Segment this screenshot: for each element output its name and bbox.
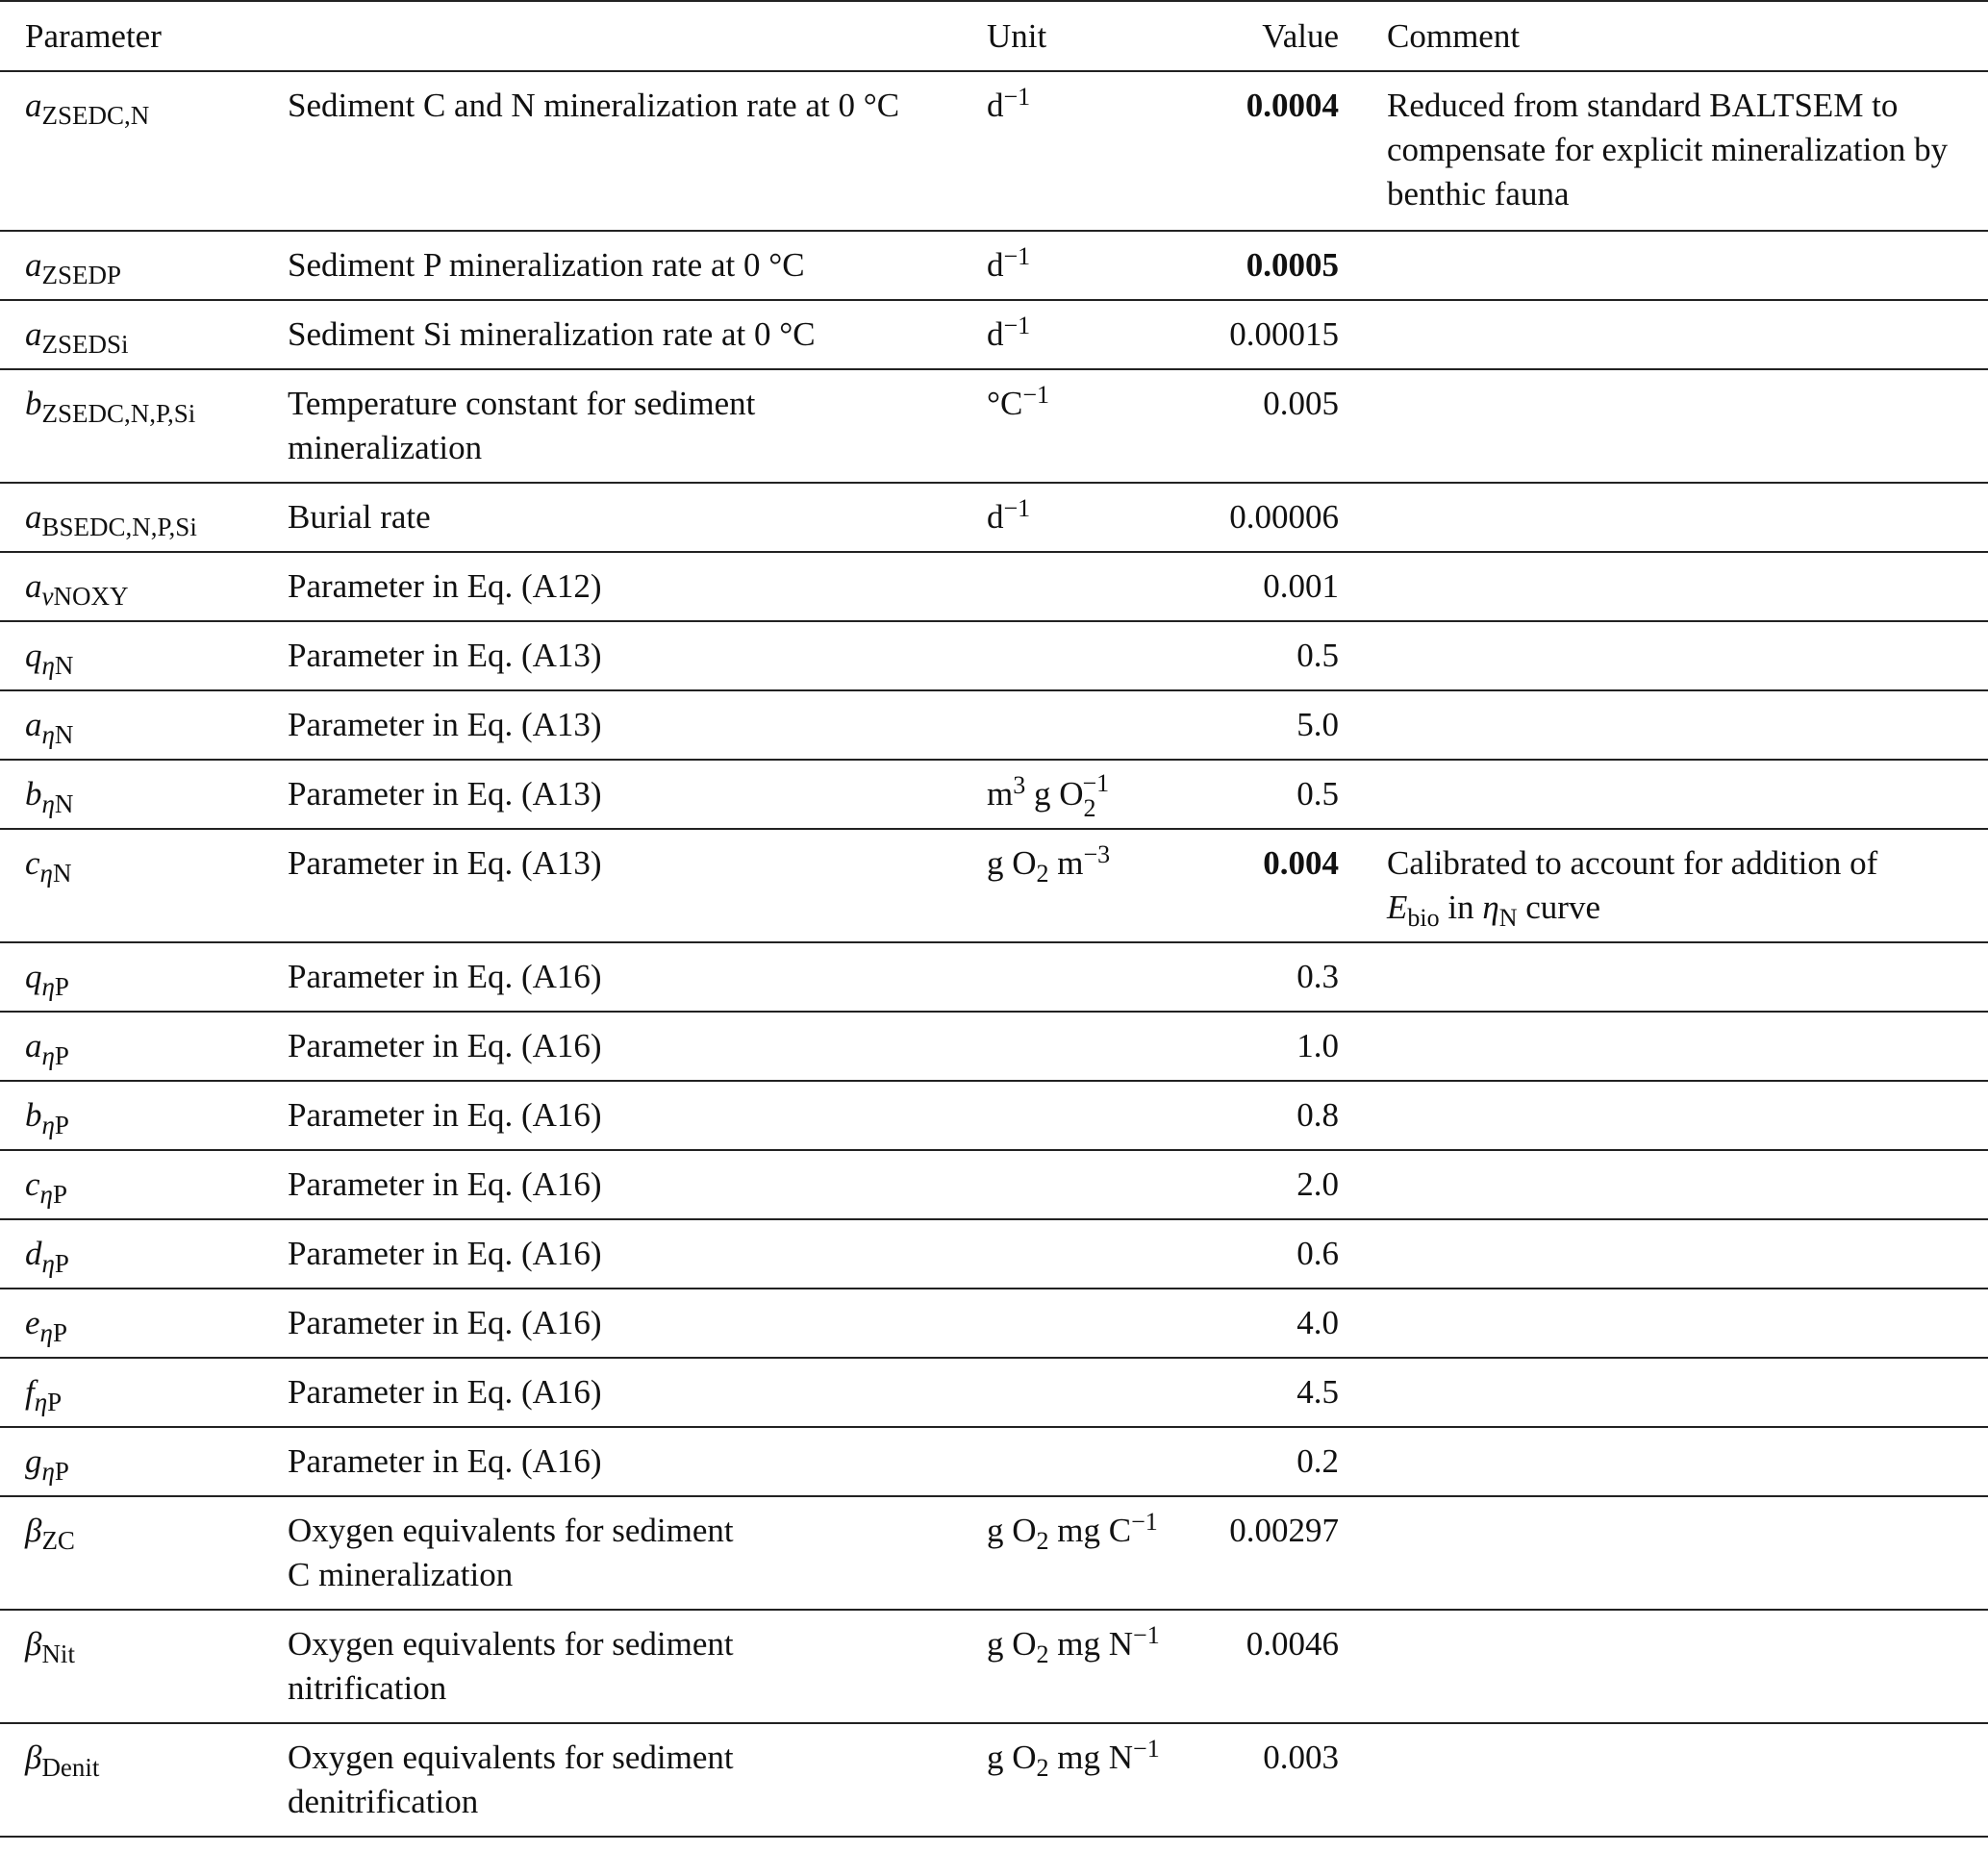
row-comment — [1366, 552, 1988, 621]
row-value: 5.0 — [1202, 690, 1366, 760]
row-comment — [1366, 483, 1988, 552]
row-symbol: $a_{\nu NOXY}$ — [0, 552, 263, 621]
header-unit: Unit — [987, 1, 1202, 71]
table-row — [0, 829, 1988, 942]
row-comment — [1366, 1289, 1988, 1358]
row-symbol: $b_{\eta N}$ — [0, 760, 263, 829]
row-symbol: $b_{\eta P}$ — [0, 1081, 263, 1150]
row-description: Parameter in Eq. (A16) — [263, 1012, 987, 1081]
row-unit: g $O_2$ mg $N^{-1}$ — [987, 1723, 1202, 1837]
row-comment — [1366, 1723, 1988, 1837]
row-value: 0.005 — [1202, 369, 1366, 483]
row-comment — [1366, 1427, 1988, 1496]
row-unit — [987, 1081, 1202, 1150]
table-row — [0, 552, 1988, 621]
table-row — [0, 369, 1988, 483]
row-comment — [1366, 1012, 1988, 1081]
row-comment — [1366, 1496, 1988, 1610]
row-unit — [987, 1012, 1202, 1081]
row-value: 4.0 — [1202, 1289, 1366, 1358]
row-unit — [987, 1150, 1202, 1219]
row-description: Parameter in Eq. (A13) — [263, 829, 987, 942]
row-value: 0.001 — [1202, 552, 1366, 621]
row-comment — [1366, 942, 1988, 1012]
table-row — [0, 1358, 1988, 1427]
row-unit: $m^3$ g $O_2^{-1}$ — [987, 760, 1202, 829]
row-comment — [1366, 1610, 1988, 1723]
row-comment — [1366, 1219, 1988, 1289]
row-symbol: $q_{\eta N}$ — [0, 621, 263, 690]
row-symbol: $\beta_{ZC}$ — [0, 1496, 263, 1610]
row-symbol: $\beta_{Nit}$ — [0, 1610, 263, 1723]
row-description: Parameter in Eq. (A13) — [263, 621, 987, 690]
row-unit — [987, 552, 1202, 621]
row-unit: g $O_2$ $m^{-3}$ — [987, 829, 1202, 942]
row-description: Parameter in Eq. (A16) — [263, 942, 987, 1012]
table-row — [0, 1289, 1988, 1358]
row-value: 0.3 — [1202, 942, 1366, 1012]
row-unit: $d^{-1}$ — [987, 483, 1202, 552]
row-description: Parameter in Eq. (A16) — [263, 1289, 987, 1358]
row-description: Parameter in Eq. (A16) — [263, 1427, 987, 1496]
row-value: 0.0004 — [1202, 71, 1366, 231]
row-value: 0.00006 — [1202, 483, 1366, 552]
row-description: Sediment Si mineralization rate at 0 °C — [263, 300, 987, 369]
table-row — [0, 483, 1988, 552]
row-symbol: $e_{\eta P}$ — [0, 1289, 263, 1358]
row-symbol: $\beta_{Denit}$ — [0, 1723, 263, 1837]
row-description: Burial rate — [263, 483, 987, 552]
header-parameter: Parameter — [0, 1, 987, 71]
row-value: 0.5 — [1202, 621, 1366, 690]
row-value: 1.0 — [1202, 1012, 1366, 1081]
table-row — [0, 942, 1988, 1012]
row-unit: $d^{-1}$ — [987, 231, 1202, 300]
table-row — [0, 231, 1988, 300]
row-unit: $^\circ C^{-1}$ — [987, 369, 1202, 483]
row-symbol: $a_{ZSEDC,N}$ — [0, 71, 263, 231]
row-comment — [1366, 369, 1988, 483]
row-unit — [987, 621, 1202, 690]
row-unit: g $O_2$ mg $C^{-1}$ — [987, 1496, 1202, 1610]
row-symbol: $c_{\eta N}$ — [0, 829, 263, 942]
row-value: 0.0005 — [1202, 231, 1366, 300]
row-description: Oxygen equivalents for sediment nitrification — [263, 1610, 987, 1723]
table-row — [0, 1081, 1988, 1150]
row-symbol: $a_{\eta N}$ — [0, 690, 263, 760]
row-description: Parameter in Eq. (A16) — [263, 1219, 987, 1289]
table-row — [0, 1012, 1988, 1081]
table-row — [0, 71, 1988, 231]
row-comment: Reduced from standard BALTSEM to compensate for explicit mineralization by benthic fauna — [1366, 71, 1988, 231]
table-row — [0, 690, 1988, 760]
row-unit: $d^{-1}$ — [987, 300, 1202, 369]
row-symbol: $b_{ZSEDC,N,P,Si}$ — [0, 369, 263, 483]
row-unit — [987, 690, 1202, 760]
row-value: 0.8 — [1202, 1081, 1366, 1150]
row-symbol: $a_{BSEDC,N,P,Si}$ — [0, 483, 263, 552]
row-unit — [987, 1219, 1202, 1289]
row-symbol: $g_{\eta P}$ — [0, 1427, 263, 1496]
row-value: 0.2 — [1202, 1427, 1366, 1496]
row-value: 0.00297 — [1202, 1496, 1366, 1610]
row-comment — [1366, 621, 1988, 690]
row-comment — [1366, 1358, 1988, 1427]
row-description: Parameter in Eq. (A12) — [263, 552, 987, 621]
row-comment — [1366, 1150, 1988, 1219]
row-comment: Calibrated to account for addition of $E_{bio}$ in $\eta_N$ curve — [1366, 829, 1988, 942]
row-unit: g $O_2$ mg $N^{-1}$ — [987, 1610, 1202, 1723]
row-description: Parameter in Eq. (A16) — [263, 1081, 987, 1150]
row-description: Temperature constant for sediment mineralization — [263, 369, 987, 483]
header-comment: Comment — [1366, 1, 1988, 71]
row-value: 0.6 — [1202, 1219, 1366, 1289]
row-unit — [987, 1427, 1202, 1496]
table-row — [0, 1150, 1988, 1219]
row-comment — [1366, 760, 1988, 829]
row-symbol: $a_{ZSEDP}$ — [0, 231, 263, 300]
row-description: Parameter in Eq. (A16) — [263, 1150, 987, 1219]
row-description: Parameter in Eq. (A13) — [263, 690, 987, 760]
row-description: Sediment C and N mineralization rate at 0 °C — [263, 71, 987, 231]
row-value: 4.5 — [1202, 1358, 1366, 1427]
table-header-row — [0, 1, 1988, 71]
row-symbol: $q_{\eta P}$ — [0, 942, 263, 1012]
row-description: Sediment P mineralization rate at 0 °C — [263, 231, 987, 300]
row-description: Oxygen equivalents for sediment C mineralization — [263, 1496, 987, 1610]
row-unit — [987, 1289, 1202, 1358]
table-row — [0, 1427, 1988, 1496]
table-row — [0, 1723, 1988, 1837]
row-description: Parameter in Eq. (A13) — [263, 760, 987, 829]
row-unit: $d^{-1}$ — [987, 71, 1202, 231]
table-row — [0, 300, 1988, 369]
row-value: 0.5 — [1202, 760, 1366, 829]
row-description: Parameter in Eq. (A16) — [263, 1358, 987, 1427]
row-value: 0.00015 — [1202, 300, 1366, 369]
row-symbol: $d_{\eta P}$ — [0, 1219, 263, 1289]
row-unit — [987, 1358, 1202, 1427]
table-row — [0, 1496, 1988, 1610]
table-row — [0, 1219, 1988, 1289]
table-row — [0, 621, 1988, 690]
table-row — [0, 1610, 1988, 1723]
row-value: 0.003 — [1202, 1723, 1366, 1837]
row-symbol: $c_{\eta P}$ — [0, 1150, 263, 1219]
row-comment — [1366, 300, 1988, 369]
row-symbol: $a_{\eta P}$ — [0, 1012, 263, 1081]
row-symbol: $a_{ZSEDSi}$ — [0, 300, 263, 369]
header-value: Value — [1202, 1, 1366, 71]
row-description: Oxygen equivalents for sediment denitrification — [263, 1723, 987, 1837]
row-symbol: $f_{\eta P}$ — [0, 1358, 263, 1427]
row-value: 2.0 — [1202, 1150, 1366, 1219]
row-comment — [1366, 690, 1988, 760]
row-comment — [1366, 231, 1988, 300]
row-unit — [987, 942, 1202, 1012]
row-value: 0.004 — [1202, 829, 1366, 942]
row-value: 0.0046 — [1202, 1610, 1366, 1723]
table-row — [0, 760, 1988, 829]
row-comment — [1366, 1081, 1988, 1150]
